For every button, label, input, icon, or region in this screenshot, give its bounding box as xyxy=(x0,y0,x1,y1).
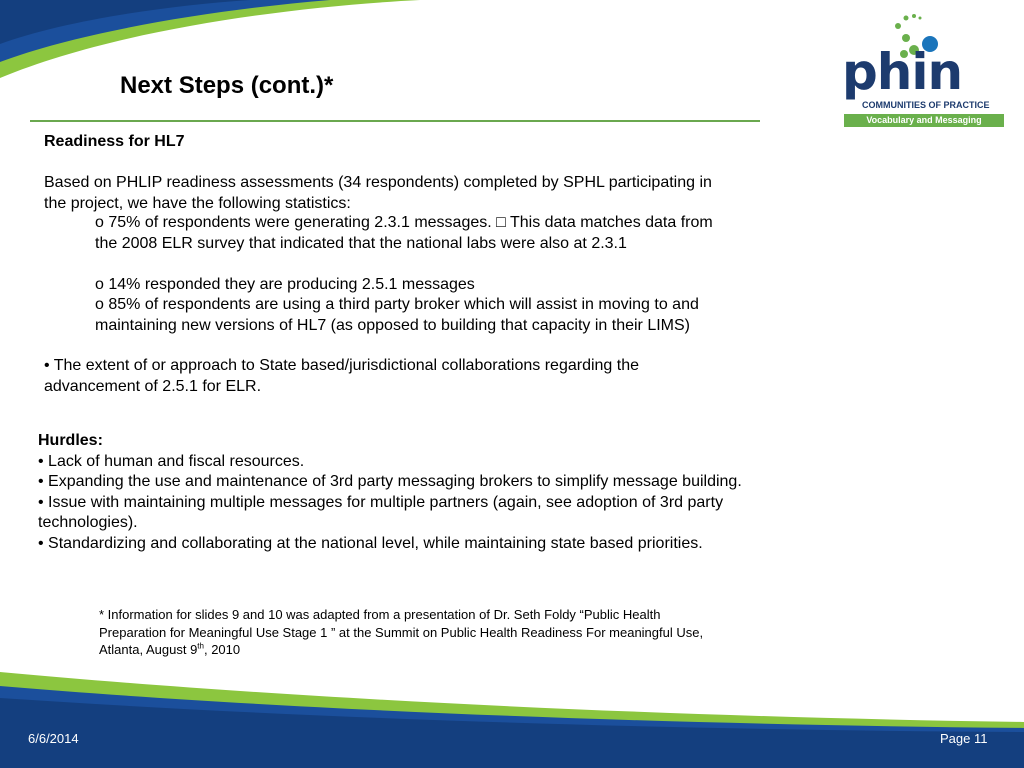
footnote-line: * Information for slides 9 and 10 was adapted from a presentation of Dr. Seth Foldy “Public Health xyxy=(99,607,661,622)
title-divider xyxy=(30,120,760,122)
hurdles-heading: Hurdles: xyxy=(38,432,103,449)
hurdle-item: • Expanding the use and maintenance of 3rd party messaging brokers to simplify message building. xyxy=(38,473,742,490)
readiness-bullet xyxy=(44,356,639,397)
hurdle-item: • Standardizing and collaborating at the national level, while maintaining state based priorities. xyxy=(38,534,703,552)
stat-line: o 85% of respondents are using a third party broker which will assist in moving to and xyxy=(95,296,699,313)
readiness-heading: Readiness for HL7 xyxy=(44,133,185,150)
hurdles-section xyxy=(38,431,742,554)
readiness-intro-line: the project, we have the following statistics: xyxy=(44,194,351,212)
readiness-intro-line: Based on PHLIP readiness assessments (34 respondents) completed by SPHL participating in xyxy=(44,174,712,191)
stat-line: maintaining new versions of HL7 (as opposed to building that capacity in their LIMS) xyxy=(95,316,690,334)
logo-wordmark: phin xyxy=(842,43,963,101)
footer-date: 6/6/2014 xyxy=(28,731,79,746)
stat-line: the 2008 ELR survey that indicated that the national labs were also at 2.3.1 xyxy=(95,234,627,252)
footer-page-number: Page 11 xyxy=(940,731,988,746)
bullet-line: advancement of 2.5.1 for ELR. xyxy=(44,377,262,395)
bullet-line: • The extent of or approach to State based/jurisdictional collaborations regarding the xyxy=(44,357,640,374)
logo-subtitle: COMMUNITIES OF PRACTICE xyxy=(862,100,990,110)
readiness-intro xyxy=(44,173,712,214)
stat-line: o 75% of respondents were generating 2.3.1 messages. □ This data matches data from xyxy=(95,214,713,231)
bottom-band-decoration xyxy=(0,672,1024,768)
logo-banner: Vocabulary and Messaging xyxy=(844,114,1004,127)
hurdle-item: • Lack of human and fiscal resources. xyxy=(38,452,305,470)
readiness-stat-75 xyxy=(95,213,713,254)
page-title: Next Steps (cont.)* xyxy=(120,72,334,99)
readiness-stat-14: o 14% responded they are producing 2.5.1 messages xyxy=(95,276,475,293)
phin-logo xyxy=(840,10,1010,130)
hurdle-item: technologies). xyxy=(38,514,138,531)
footnote-text: , 2010 xyxy=(203,642,241,657)
footnote-line xyxy=(99,641,703,659)
readiness-stat-85 xyxy=(95,295,699,336)
footnote-text: Atlanta, August 9 xyxy=(99,642,198,657)
footnote xyxy=(99,606,703,659)
footnote-line: Preparation for Meaningful Use Stage 1 ” at the Summit on Public Health Readiness For meaningful Use, xyxy=(99,624,704,640)
footnote-superscript: th xyxy=(197,641,204,651)
hurdle-item: • Issue with maintaining multiple messages for multiple partners (again, see adoption of 3rd party xyxy=(38,493,724,511)
